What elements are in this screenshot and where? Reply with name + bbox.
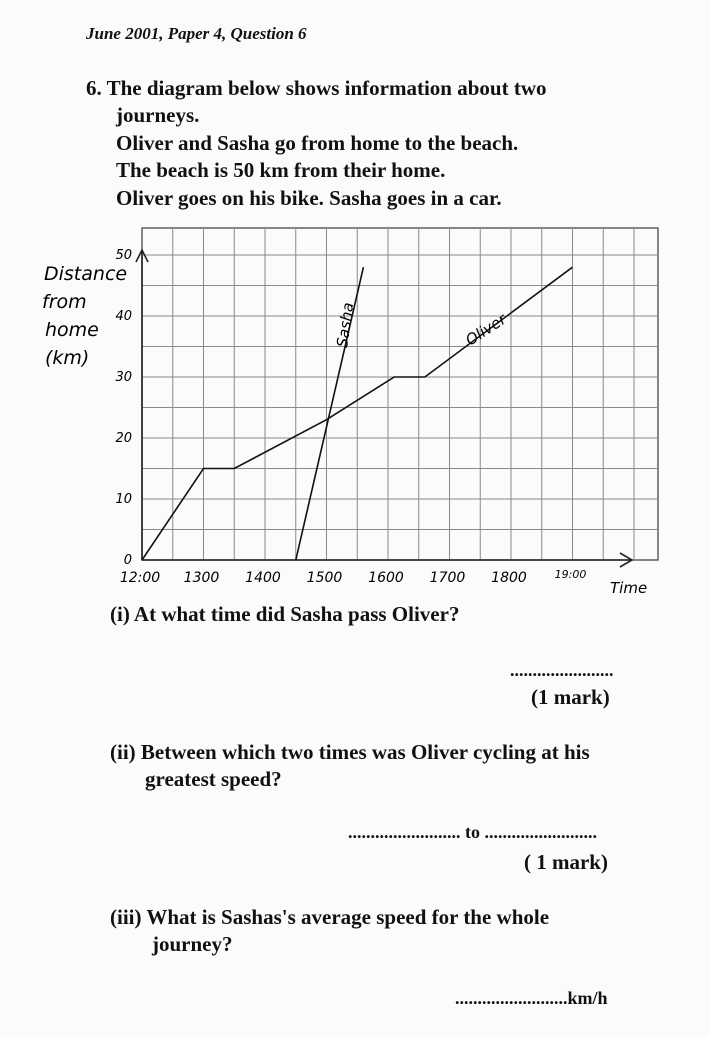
y-tick-label: 30	[115, 370, 132, 385]
question-line-3: Oliver and Sasha go from home to the beach.	[116, 131, 519, 155]
question-line-1: 6. The diagram below shows information about two	[86, 76, 547, 100]
y-tick-label: 50	[115, 248, 132, 263]
part-iii-question-line-1: (iii) What is Sashas's average speed for the whole	[110, 905, 550, 929]
y-tick-label: 20	[115, 431, 132, 446]
x-tick-label: 1700	[429, 570, 466, 586]
part-ii-answer-line[interactable]: ......................... to .........................	[348, 822, 597, 842]
part-ii-mark: ( 1 mark)	[524, 850, 608, 874]
y-tick-label: 0	[123, 553, 132, 568]
x-tick-label: 19:00	[554, 568, 587, 581]
part-ii-question-line-1: (ii) Between which two times was Oliver cycling at his	[110, 740, 590, 764]
part-iii-question-line-2: journey?	[152, 932, 233, 956]
graph-frame	[142, 228, 658, 560]
y-tick-label: 40	[115, 309, 132, 324]
part-ii-question-line-2: greatest speed?	[145, 767, 282, 791]
x-tick-label: 12:00	[119, 570, 161, 586]
y-axis-label-line: home	[45, 319, 99, 341]
y-axis-label-line: Distance	[44, 263, 128, 285]
question-line-4: The beach is 50 km from their home.	[116, 158, 446, 182]
y-axis-label-line: from	[42, 291, 87, 313]
series-label-oliver: Oliver	[462, 310, 510, 350]
x-tick-label: 1500	[306, 570, 343, 586]
x-tick-label: 1600	[368, 570, 404, 586]
paper-reference: June 2001, Paper 4, Question 6	[86, 24, 307, 43]
y-axis-label-line: (km)	[45, 347, 90, 369]
question-line-2: journeys.	[116, 103, 200, 127]
part-iii-answer-line[interactable]: .........................km/h	[455, 988, 608, 1008]
part-i-question: (i) At what time did Sasha pass Oliver?	[110, 602, 460, 626]
x-tick-label: 1400	[245, 570, 281, 586]
x-tick-label: 1300	[183, 570, 220, 586]
series-label-sasha: Sasha	[333, 301, 358, 349]
part-i-answer-line[interactable]: .......................	[510, 660, 614, 680]
y-tick-label: 10	[115, 492, 132, 507]
x-axis-label: Time	[610, 579, 648, 597]
part-i-mark: (1 mark)	[531, 685, 610, 709]
x-tick-label: 1800	[491, 570, 527, 586]
question-line-5: Oliver goes on his bike. Sasha goes in a car.	[116, 186, 502, 210]
